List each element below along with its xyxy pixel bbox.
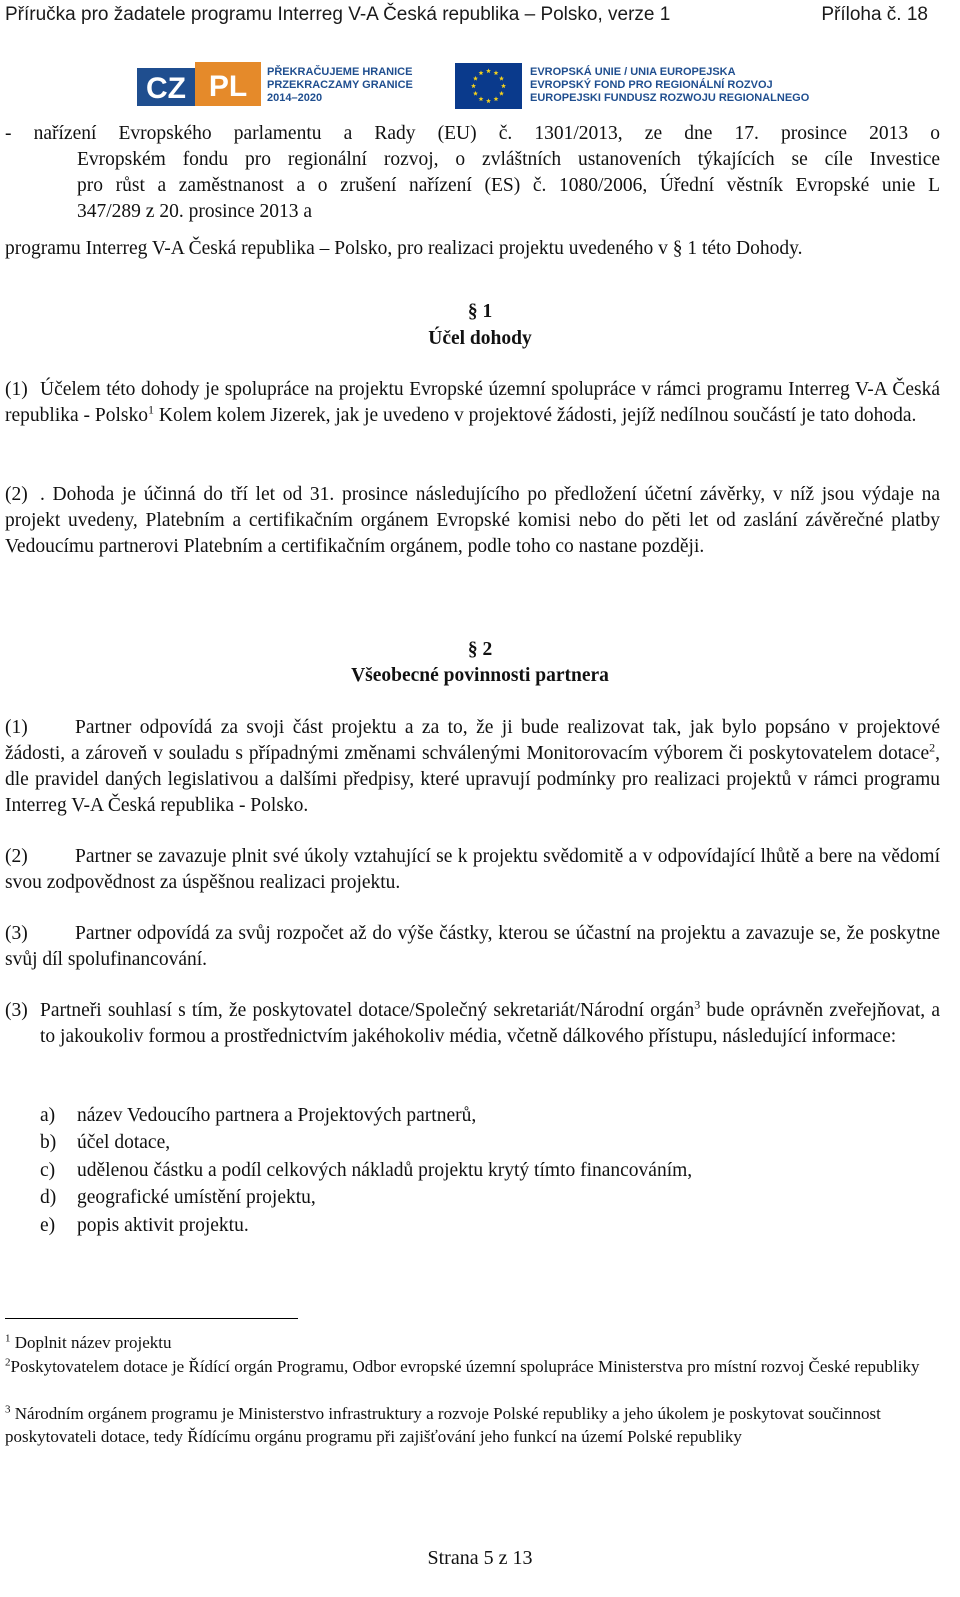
list-item-label: d) <box>40 1187 57 1208</box>
footnote-separator <box>5 1318 298 1319</box>
section-2-para-4 <box>40 998 940 1050</box>
list-item-label: b) <box>40 1132 57 1153</box>
section-2-para-2-number: (2) <box>5 846 28 867</box>
regulation-line-2: Evropském fondu pro regionální rozvoj, o zvláštních ustanoveních týkajících se cíle Investice <box>77 149 940 170</box>
list-item-label: e) <box>40 1215 56 1236</box>
footnote-2 <box>5 1355 920 1378</box>
section-1-title: Účel dohody <box>428 328 532 349</box>
section-1-para-1-number: (1) <box>5 379 28 400</box>
section-1-para-2: . Dohoda je účinná do tří let od 31. prosince následujícího po předložení účetní závěrky, v níž jsou výdaje na projekt uvedeny, Platebním a certifikačním orgánem Evropské komisi nebo do pěti let od zaslání závěrečné platby Vedoucímu partnerovi Platebním a certifikačním orgánem, podle toho co nastane později. <box>5 484 940 557</box>
section-1-para-1 <box>5 377 940 429</box>
list-item-text: udělenou částku a podíl celkových nákladů projektu krytý tímto financováním, <box>77 1160 693 1181</box>
program-line: programu Interreg V-A Česká republika – Polsko, pro realizaci projektu uvedeného v § 1 této Dohody. <box>5 238 803 259</box>
footnote-3-text: Národním orgánem programu je Ministerstvo infrastruktury a rozvoje Polské republiky a jeho úkolem je poskytovat součinnost poskytovateli dotace, tedy Řídícímu orgánu programu při zajišťování jeho funkcí na území Polské republiky <box>5 1404 881 1446</box>
list-item-text: účel dotace, <box>77 1132 171 1153</box>
section-2-para-1-text-b: , dle pravidel daných legislativou a dalšími předpisy, které upravují podmínky pro realizaci projektů v rámci programu Interreg V-A Česká republika - Polsko. <box>5 743 940 816</box>
page-number: Strana 5 z 13 <box>427 1547 533 1569</box>
eu-line-1: EVROPSKÁ UNIE / UNIA EUROPEJSKA <box>530 66 736 78</box>
list-item <box>40 1103 476 1129</box>
regulation-line-1: - nařízení Evropského parlamentu a Rady (EU) č. 1301/2013, ze dne 17. prosince 2013 o <box>5 123 940 144</box>
eu-flag-icon <box>455 63 522 109</box>
section-2-number: § 2 <box>467 639 493 660</box>
list-item-text: popis aktivit projektu. <box>77 1215 249 1236</box>
list-item-label: a) <box>40 1105 56 1126</box>
logo-bar <box>137 62 817 110</box>
page-header <box>5 4 940 30</box>
section-2-para-1 <box>5 715 940 819</box>
section-2-para-4-text-b: bude oprávněn zveřejňovat, a to jakoukoliv formou a prostřednictvím jakéhokoliv média, včetně dálkového přístupu, následující informace: <box>40 1000 940 1047</box>
footnote-ref-3: 3 <box>694 997 701 1012</box>
section-2-para-1-text-a: Partner odpovídá za svoji část projektu a za to, že ji bude realizovat tak, jak bylo popsáno v projektové žádosti, a zároveň v souladu s případnými změnami schválenými Monitorovacím výborem či poskytovatelem dotace <box>5 717 940 764</box>
eu-line-3: EUROPEJSKI FUNDUSZ ROZWOJU REGIONALNEGO <box>530 92 810 104</box>
section-2-para-1-number: (1) <box>5 717 28 738</box>
regulation-line-3: pro růst a zaměstnanost a o zrušení nařízení (ES) č. 1080/2006, Úřední věstník Evropské unie L <box>77 175 940 196</box>
footnote-ref-2: 2 <box>929 740 936 755</box>
section-1-para-1-text-a: Účelem této dohody je spolupráce na projektu Evropské územní spolupráce v rámci programu Interreg V-A Česká republika - Polsko <box>5 379 940 426</box>
list-item <box>40 1158 692 1184</box>
section-2-para-3: Partner odpovídá za svůj rozpočet až do výše částky, kterou se účastní na projektu a zavazuje se, že poskytne svůj díl spolufinancování. <box>5 923 940 970</box>
section-1-para-2-number: (2) <box>5 484 28 505</box>
section-2-para-4-number: (3) <box>5 1000 28 1021</box>
list-item-text: geografické umístění projektu, <box>77 1187 316 1208</box>
section-1-para-1-text-b: Kolem kolem Jizerek, jak je uvedeno v projektové žádosti, jejíž nedílnou součástí je tato dohoda. <box>153 405 917 426</box>
footnote-1-mark: 1 <box>5 1332 11 1345</box>
czpl-logo <box>137 62 261 110</box>
footnote-3-mark: 3 <box>5 1403 11 1416</box>
svg-text:PL: PL <box>208 70 248 103</box>
czpl-line-2: PRZEKRACZAMY GRANICE <box>267 79 413 91</box>
list-item-label: c) <box>40 1160 56 1181</box>
section-2-para-3-number: (3) <box>5 923 28 944</box>
list-item <box>40 1213 249 1239</box>
czpl-tagline <box>267 66 413 105</box>
svg-text:CZ: CZ <box>146 72 186 105</box>
header-annex: Příloha č. 18 <box>821 4 928 25</box>
section-2-para-4-text-a: Partneři souhlasí s tím, že poskytovatel dotace/Společný sekretariát/Národní orgán <box>40 1000 695 1021</box>
footnote-2-mark: 2 <box>5 1356 11 1369</box>
eu-tagline <box>530 66 809 105</box>
list-item <box>40 1130 170 1156</box>
footnote-2-text: Poskytovatelem dotace je Řídící orgán Programu, Odbor evropské územní spolupráce Ministerstva pro místní rozvoj České republiky <box>10 1357 920 1376</box>
eu-line-2: EVROPSKÝ FOND PRO REGIONÁLNÍ ROZVOJ <box>530 79 773 91</box>
footnote-ref-1: 1 <box>147 402 154 417</box>
footnote-3 <box>5 1402 935 1448</box>
header-title: Příručka pro žadatele programu Interreg V-A Česká republika – Polsko, verze 1 <box>5 4 671 25</box>
section-1-number: § 1 <box>467 301 493 322</box>
list-item <box>40 1185 316 1211</box>
czpl-line-1: PŘEKRAČUJEME HRANICE <box>267 66 413 78</box>
footnote-1 <box>5 1331 935 1354</box>
list-item-text: název Vedoucího partnera a Projektových partnerů, <box>77 1105 477 1126</box>
footnote-1-text: Doplnit název projektu <box>10 1333 172 1352</box>
section-2-para-2: Partner se zavazuje plnit své úkoly vztahující se k projektu svědomitě a v odpovídající lhůtě a bere na vědomí svou zodpovědnost za úspěšnou realizaci projektu. <box>5 846 940 893</box>
section-2-title: Všeobecné povinnosti partnera <box>351 665 609 686</box>
regulation-line-4: 347/289 z 20. prosince 2013 a <box>77 201 313 222</box>
czpl-line-3: 2014–2020 <box>267 92 323 104</box>
